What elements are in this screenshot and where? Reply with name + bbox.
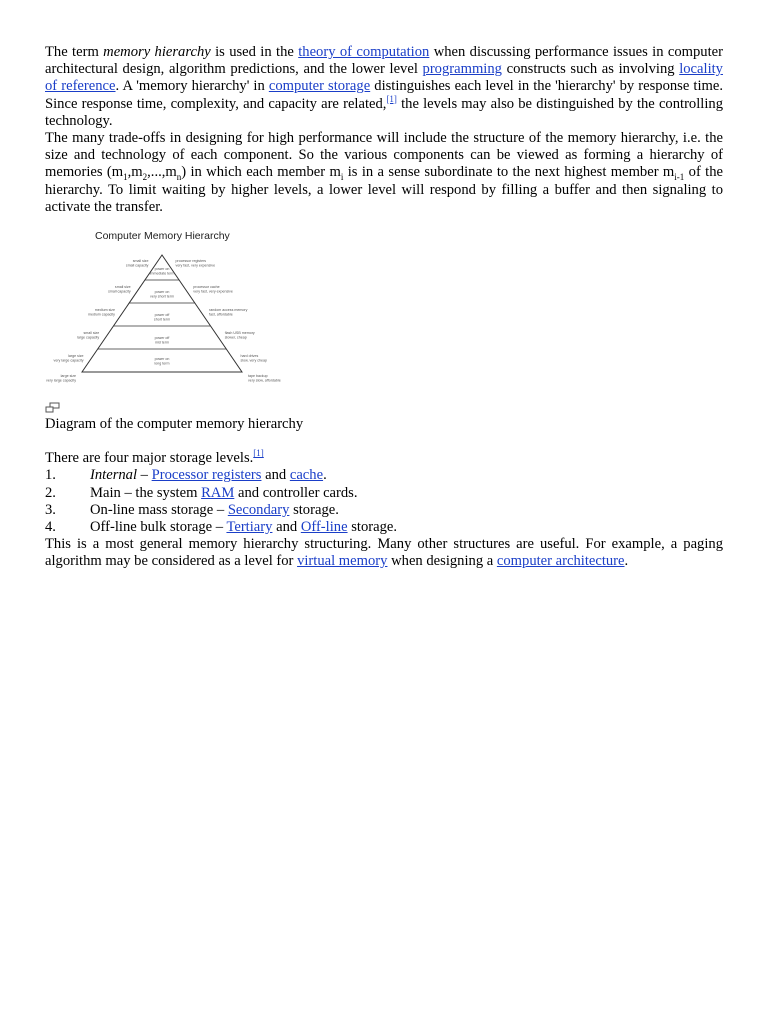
pyramid-left-label: small size xyxy=(114,285,131,290)
text: The many trade-offs in designing for high performance will include the structure of the memory hierarchy, i.e. the size and technology of each component. So the various components can be viewed as forming a hierarchy of memories (m xyxy=(45,130,723,181)
emphasis: memory hierarchy xyxy=(103,44,211,60)
pyramid-right-label: hard drives xyxy=(240,354,259,359)
list-number: 4. xyxy=(45,519,56,536)
document-page xyxy=(45,44,723,571)
pyramid-left-label: very large capacity xyxy=(46,378,76,383)
reference-link[interactable]: [1] xyxy=(253,448,264,459)
text: ,m xyxy=(127,164,143,181)
link-ram[interactable]: RAM xyxy=(201,484,235,501)
pyramid-left-label: small capacity xyxy=(125,263,149,268)
text: . xyxy=(323,467,327,484)
pyramid-left-label: large size xyxy=(68,354,84,359)
spacer xyxy=(45,433,723,450)
pyramid-right-label: slow, very cheap xyxy=(240,358,268,363)
text: There are four major storage levels. xyxy=(45,450,254,467)
link-secondary[interactable]: Secondary xyxy=(227,501,290,518)
text: and xyxy=(261,467,290,484)
pyramid-left-label: large size xyxy=(60,374,76,379)
pyramid-tier-label: power on xyxy=(154,357,170,362)
text: . A 'memory hierarchy' in xyxy=(115,78,269,95)
pyramid-tier-label: mid term xyxy=(155,340,169,345)
list-number: 1. xyxy=(45,467,56,484)
link-computer-storage[interactable]: computer storage xyxy=(268,78,371,95)
text: ,...,m xyxy=(147,164,177,181)
list-item xyxy=(45,467,723,484)
text: constructs such as involving xyxy=(501,61,680,78)
storage-levels-intro xyxy=(45,450,723,467)
intro-paragraph xyxy=(45,44,723,130)
pyramid-tier-label: power on xyxy=(154,267,170,272)
pyramid-right-label: fast, affordable xyxy=(209,312,233,317)
pyramid-left-label: small size xyxy=(83,331,100,336)
text: storage. xyxy=(347,519,398,536)
link-theory-of-computation[interactable]: theory of computation xyxy=(298,44,430,60)
list-number: 2. xyxy=(45,484,56,501)
subscript: 2 xyxy=(142,172,148,183)
pyramid-tier-label: power off xyxy=(154,313,170,318)
text: This is a most general memory hierarchy structuring. Many other structures are useful. For example, a paging algorithm may be considered as a level for xyxy=(45,536,723,570)
subscript: i xyxy=(340,172,344,183)
text: The term xyxy=(45,44,104,60)
text: storage. xyxy=(289,501,339,518)
tradeoffs-paragraph xyxy=(45,130,723,216)
pyramid-tier-label: power off xyxy=(154,336,170,341)
text: is in a sense subordinate to the next highest member m xyxy=(343,164,675,181)
pyramid-right-label: processor registers xyxy=(175,259,207,264)
pyramid-diagram xyxy=(45,224,305,400)
list-item xyxy=(45,519,723,536)
text: and controller cards. xyxy=(234,484,358,501)
pyramid-right-label: very fast, very expensive xyxy=(175,263,216,268)
text: ) in which each member m xyxy=(181,164,341,181)
text: when discussing performance issues in computer architectural design, algorithm predictions, and the lower level xyxy=(45,44,723,78)
link-locality-of-reference[interactable]: locality of reference xyxy=(45,61,723,95)
list-number: 3. xyxy=(45,501,56,518)
text: – xyxy=(137,467,152,484)
pyramid-right-label: slower, cheap xyxy=(224,335,247,340)
pyramid-right-label: random access memory xyxy=(209,308,248,313)
list-item xyxy=(45,485,723,502)
storage-levels-list xyxy=(45,467,723,536)
figure-title: Computer Memory Hierarchy xyxy=(95,230,230,243)
text: is used in the xyxy=(210,44,299,60)
emphasis: Internal xyxy=(90,467,138,484)
figure-caption: Diagram of the computer memory hierarchy xyxy=(45,416,304,433)
text: On-line mass storage – xyxy=(90,501,228,518)
pyramid-tier-label: immediate term xyxy=(149,271,175,276)
pyramid-left-label: small size xyxy=(132,259,149,264)
text: and xyxy=(272,519,301,536)
link-off-line[interactable]: Off-line xyxy=(300,519,348,536)
pyramid-right-label: tape backup xyxy=(248,374,268,379)
link-cache[interactable]: cache xyxy=(289,467,324,484)
subscript: 1 xyxy=(123,172,128,183)
pyramid-left-label: large capacity xyxy=(77,335,100,340)
text: when designing a xyxy=(387,553,497,570)
closing-paragraph xyxy=(45,536,723,570)
link-processor-registers[interactable]: Processor registers xyxy=(151,467,262,484)
memory-hierarchy-figure xyxy=(45,224,723,400)
text: distinguishes each level in the 'hierarchy' by response time. Since response time, complexity, and capacity are related, xyxy=(45,78,723,112)
pyramid-left-label: medium capacity xyxy=(88,312,115,317)
pyramid-right-label: very slow, affordable xyxy=(248,378,281,383)
pyramid-right-label: processor cache xyxy=(193,285,220,290)
pyramid-left-label: very large capacity xyxy=(53,358,84,363)
pyramid-right-label: flash USB memory xyxy=(224,331,255,336)
text: the levels may also be distinguished by the controlling technology. xyxy=(45,95,723,129)
pyramid-left-label: medium size xyxy=(94,308,115,313)
reference-link[interactable]: [1] xyxy=(386,93,397,104)
subscript: i-1 xyxy=(674,172,685,183)
link-tertiary[interactable]: Tertiary xyxy=(226,519,273,536)
subscript: n xyxy=(176,172,182,183)
text: Off-line bulk storage – xyxy=(90,519,227,536)
text: . xyxy=(624,553,629,570)
text: Main – the system xyxy=(90,484,202,501)
link-computer-architecture[interactable]: computer architecture xyxy=(496,553,625,570)
enlarge-icon[interactable] xyxy=(45,402,723,416)
pyramid-tier-label: power on xyxy=(154,290,170,295)
pyramid-right-label: very fast, very expensive xyxy=(193,289,233,294)
pyramid-tier-label: short term xyxy=(153,317,171,322)
pyramid-tier-label: long term xyxy=(154,361,170,366)
pyramid-left-label: small capacity xyxy=(108,289,131,294)
list-item xyxy=(45,502,723,519)
pyramid-tier-label: very short term xyxy=(150,294,174,299)
link-programming[interactable]: programming xyxy=(422,61,502,78)
link-virtual-memory[interactable]: virtual memory xyxy=(297,553,388,570)
text: of the hierarchy. To limit waiting by higher levels, a lower level will respond by filling a buffer and then signaling to activate the transfer. xyxy=(45,164,723,215)
